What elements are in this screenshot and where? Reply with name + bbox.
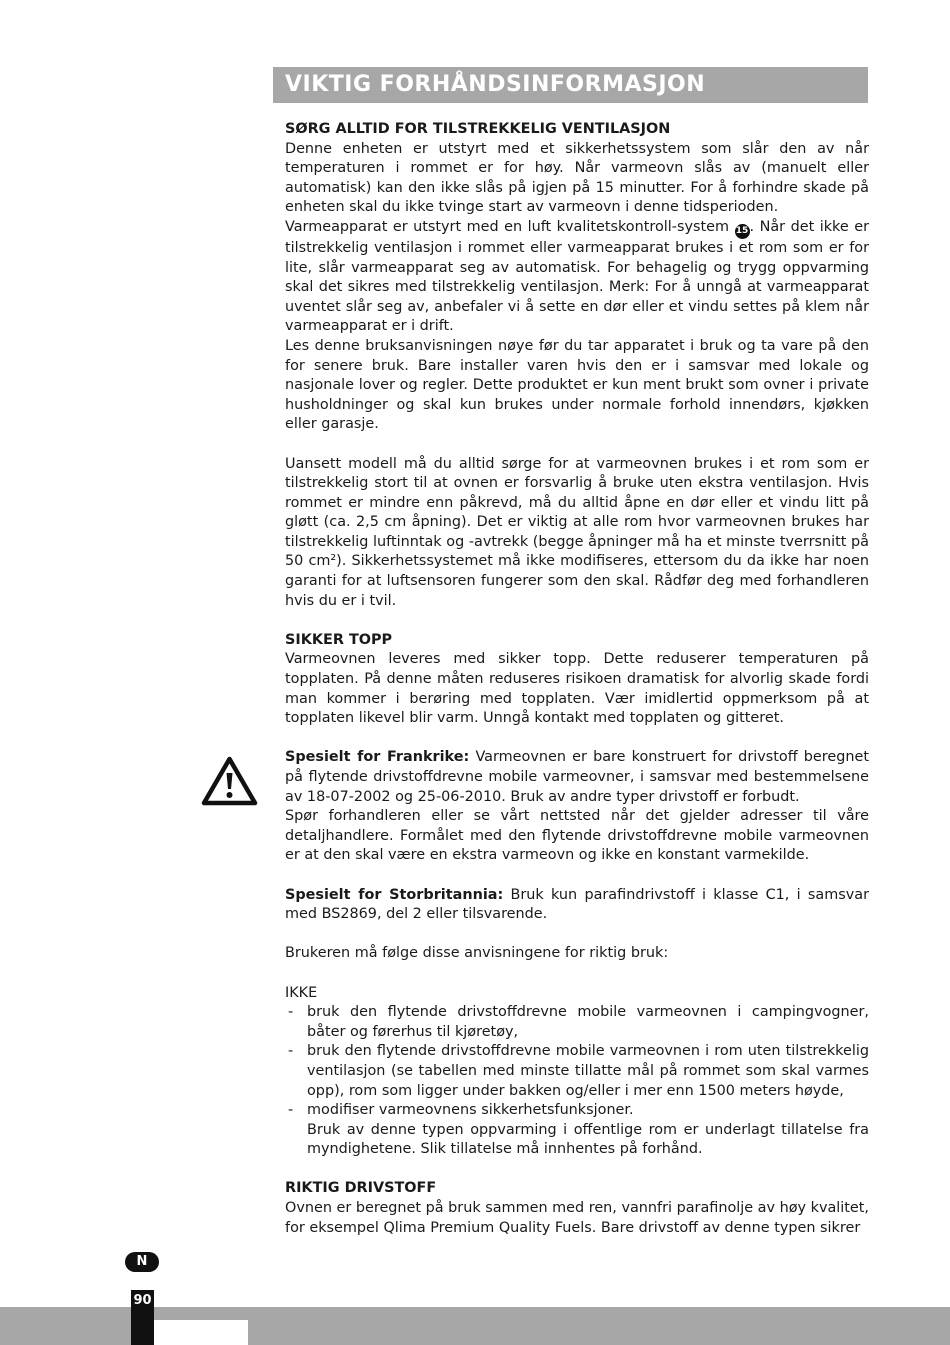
list-item [285, 1003, 869, 1042]
paragraph: Brukeren må følge disse anvisningene for riktig bruk: [285, 945, 669, 962]
main-content [285, 120, 869, 1238]
paragraph: Varmeovnen leveres med sikker topp. Dette reduserer temperaturen på topplaten. På denne måten reduseres risikoen dramatisk for alvorlig skade fordi man kommer i berøring med topplaten. Vær imidlertid oppmerksom på at topplaten likevel blir varm. Unngå kontakt med topplaten og gitteret. [285, 651, 869, 727]
page-number: 90 [131, 1290, 154, 1345]
list-dash: - [288, 1102, 294, 1119]
list-item [285, 1101, 869, 1121]
reference-number-badge: 15 [735, 224, 750, 239]
text: Varmeovnen er bare konstruert for drivstoff beregnet på flytende drivstoffdrevne mobile varmeovner, i samsvar med bestemmelsene av 18-07-2002 og 25-06-2010. Bruk av andre typer drivstoff er forbudt. [285, 749, 869, 805]
label-france: Spesielt for Frankrike: [285, 749, 470, 766]
paragraph: Denne enheten er utstyrt med et sikkerhetssystem som slår den av når temperaturen i rommet er for høy. Når varmeovn slås av (manuelt eller automatisk) kan den ikke slås på igjen på 15 minutter. For å forhindre skade på enheten skal du ikke tvinge start av varmeovn i denne tidsperioden. [285, 140, 869, 216]
section-heading-safe-top: SIKKER TOPP [285, 631, 393, 648]
instruction-list [285, 1003, 869, 1121]
warning-triangle-icon [201, 756, 258, 806]
paragraph [285, 218, 869, 337]
section-heading-fuel: RIKTIG DRIVSTOFF [285, 1180, 437, 1197]
paragraph-france [285, 748, 869, 807]
list-item [285, 1042, 869, 1101]
paragraph: Uansett modell må du alltid sørge for at varmeovnen brukes i et rom som er tilstrekkelig stort til at ovnen er forsvarlig å bruke uten ekstra ventilasjon. Hvis rommet er mindre enn påkrevd, må du alltid åpne en dør eller et vindu litt på gløtt (ca. 2,5 cm åpning). Det er viktig at alle rom hvor varmeovnen brukes har tilstrekkelig luftinntak og -avtrekk (begge åpninger må ha et minste tverrsnitt på 50 cm²). Sikkerhetssystemet må ikke modifiseres, ettersom du da ikke har noen garanti for at luftsensoren fungerer som den skal. Rådfør deg med forhandleren hvis du er i tvil. [285, 455, 869, 609]
page-title: VIKTIG FORHÅNDSINFORMASJON [273, 67, 868, 103]
list-item-text: bruk den flytende drivstoffdrevne mobile varmeovnen i campingvogner, båter og førerhus til kjøretøy, [307, 1004, 869, 1040]
language-badge: N [125, 1252, 159, 1272]
label-britain: Spesielt for Storbritannia: [285, 886, 504, 903]
section-heading-ventilation: SØRG ALLTID FOR TILSTREKKELIG VENTILASJON [285, 121, 671, 137]
list-dash: - [288, 1004, 294, 1021]
paragraph: Ovnen er beregnet på bruk sammen med ren, vannfri parafinolje av høy kvalitet, for eksempel Qlima Premium Quality Fuels. Bare drivstoff av denne typen sikrer [285, 1200, 869, 1236]
text: Varmeapparat er utstyrt med en luft kvalitetskontroll-system [285, 218, 735, 235]
text: Bruk kun parafindrivstoff i klasse C1, i samsvar med BS2869, del 2 eller tilsvarende. [285, 886, 870, 923]
paragraph: Spør forhandleren eller se vårt nettsted når det gjelder adresser til våre detaljhandlere. Formålet med den flytende drivstoffdrevne mobile varmeovnen er at den skal være en ekstra varmeovn og ikke en konstant varmekilde. [285, 808, 869, 864]
paragraph: Bruk av denne typen oppvarming i offentlige rom er underlagt tillatelse fra myndighetene. Slik tillatelse må innhentes på forhånd. [307, 1121, 869, 1158]
paragraph-britain [285, 886, 869, 925]
list-item-text: bruk den flytende drivstoffdrevne mobile varmeovnen i rom uten tilstrekkelig ventilasjon (se tabellen med minste tillatte mål på rommet som skal varmes opp), rom som ligger under bakken og/eller i mer enn 1500 meters høyde, [307, 1043, 869, 1099]
footer-decoration [154, 1320, 248, 1345]
paragraph: Les denne bruksanvisningen nøye før du tar apparatet i bruk og ta vare på den for senere bruk. Bare installer varen hvis den er i samsvar med lokale og nasjonale lover og regler. Dette produktet er kun ment brukt som ovner i private husholdninger og skal kun brukes under normale forhold innendørs, kjøkken eller garasje. [285, 337, 869, 433]
text: . Når det ikke er tilstrekkelig ventilasjon i rommet eller varmeapparat brukes i et rom som er for lite, slår varmeapparat seg av automatisk. For behagelig og trygg oppvarming skal det sikres med tilstrekkelig ventilasjon. Merk: For å unngå at varmeapparat uventet slår seg av, anbefaler vi å sette en dør eller et vindu settes på klem når varmeapparat er i drift. [285, 218, 869, 335]
list-dash: - [288, 1043, 294, 1060]
list-item-text: modifiser varmeovnens sikkerhetsfunksjoner. [307, 1102, 634, 1119]
ikke-label: IKKE [285, 984, 318, 1001]
